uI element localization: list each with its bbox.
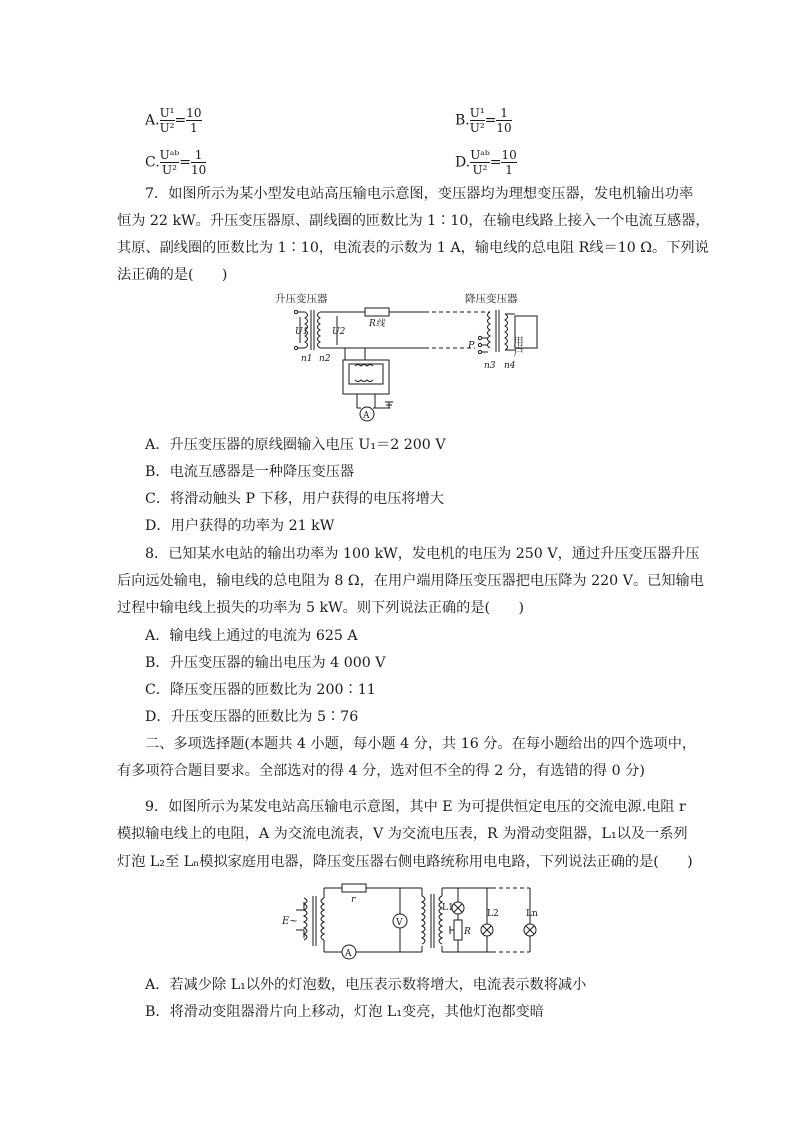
q9-option-a[interactable]: A．若减少除 L₁以外的灯泡数，电压表示数将增大，电流表示数将减小: [145, 977, 587, 993]
q8-option-b[interactable]: B．升压变压器的输出电压为 4 000 V: [145, 655, 386, 671]
rheostat-r-label: R: [464, 927, 471, 937]
q7-option-a[interactable]: A．升压变压器的原线圈输入电压 U₁＝2 200 V: [145, 437, 446, 453]
ammeter-label: A: [363, 411, 370, 421]
q8-text-line2: 后向远处输电，输电线的总电阻为 8 Ω，在用户端用降压变压器把电压降为 220 V。已知输电: [117, 573, 704, 589]
q9-text-line2: 模拟输电线上的电阻，A 为交流电流表，V 为交流电压表，R 为滑动变阻器，L₁以及一系列: [117, 826, 688, 842]
q8-text-line1: 8．已知某水电站的输出功率为 100 kW，发电机的电压为 250 V，通过升压变压器升压: [145, 546, 700, 562]
q9-text-line1: 9．如图所示为某发电站高压输电示意图，其中 E 为可提供恒定电压的交流电源.电阻 r: [145, 799, 686, 815]
source-e-label: E~: [282, 916, 298, 927]
ammeter-label: A: [345, 949, 352, 959]
q8-option-a[interactable]: A．输电线上通过的电流为 625 A: [145, 628, 358, 644]
q7-circuit-diagram: [275, 290, 545, 430]
q9-circuit-diagram: [282, 880, 552, 970]
q6-option-a[interactable]: A. $\frac{\text{U¹}}{\text{U²}}$ = $\frac{10}{1}$: [145, 106, 202, 135]
q8-option-d[interactable]: D．升压变压器的匝数比为 5∶76: [145, 709, 359, 725]
q7-option-d[interactable]: D．用户获得的功率为 21 kW: [145, 518, 335, 534]
section2-heading-line1: 二、多项选择题(本题共 4 小题，每小题 4 分，共 16 分。在每小题给出的四个选项中，: [145, 736, 697, 752]
lamp-l1-label: L1: [442, 903, 454, 913]
lamp-ln-label: Ln: [526, 909, 538, 919]
slider-p-label: P: [468, 340, 475, 351]
q6-option-c[interactable]: C. Uᵃᵇ U² = $\frac{1}{10}$: [145, 148, 207, 177]
q7-text-line4: 法正确的是( ): [117, 267, 228, 283]
q7-text-line2: 恒为 22 kW。升压变压器原、副线圈的匝数比为 1∶10，在输电线路上接入一个电流互感器，: [117, 213, 710, 229]
r-resistor-label: r: [351, 894, 356, 905]
n3-label: n3: [484, 361, 496, 371]
q7-option-c[interactable]: C．将滑动触头 P 下移，用户获得的电压将增大: [145, 491, 444, 507]
voltmeter-label: V: [396, 918, 403, 928]
q6-option-d[interactable]: D. Uᵃᵇ U² = $\frac{10}{1}$: [455, 148, 517, 177]
step-down-transformer-label: 降压变压器: [465, 293, 518, 305]
q9-text-line3: 灯泡 L₂至 Lₙ模拟家庭用电器，降压变压器右侧电路统称用电电路，下列说法正确的是( ): [117, 854, 693, 870]
step-up-transformer-label: 升压变压器: [275, 293, 328, 305]
user-label: 用户: [512, 336, 524, 357]
n2-label: n2: [319, 354, 331, 364]
q9-option-b[interactable]: B．将滑动变阻器滑片向上移动，灯泡 L₁变亮，其他灯泡都变暗: [145, 1004, 544, 1020]
u2-label: U2: [332, 327, 346, 337]
q8-option-c[interactable]: C．降压变压器的匝数比为 200∶11: [145, 682, 376, 698]
section2-heading-line2: 有多项符合题目要求。全部选对的得 4 分，选对但不全的得 2 分，有选错的得 0 分): [117, 763, 645, 779]
q7-option-b[interactable]: B．电流互感器是一种降压变压器: [145, 464, 355, 480]
q8-text-line3: 过程中输电线上损失的功率为 5 kW。则下列说法正确的是( ): [117, 600, 524, 616]
r-line-label: R线: [369, 319, 385, 329]
n1-label: n1: [301, 354, 313, 364]
q6-option-b[interactable]: B. $\frac{\text{U¹}}{\text{U²}}$ = $\frac{1}{10}$: [455, 106, 512, 135]
n4-label: n4: [504, 361, 516, 371]
q7-text-line3: 其原、副线圈的匝数比为 1∶10，电流表的示数为 1 A，输电线的总电阻 R线＝10 Ω。下列说: [117, 240, 709, 256]
lamp-l2-label: L2: [487, 909, 499, 919]
u1-label: U1: [295, 327, 309, 337]
q7-text-line1: 7．如图所示为某小型发电站高压输电示意图，变压器均为理想变压器，发电机输出功率: [145, 186, 694, 202]
